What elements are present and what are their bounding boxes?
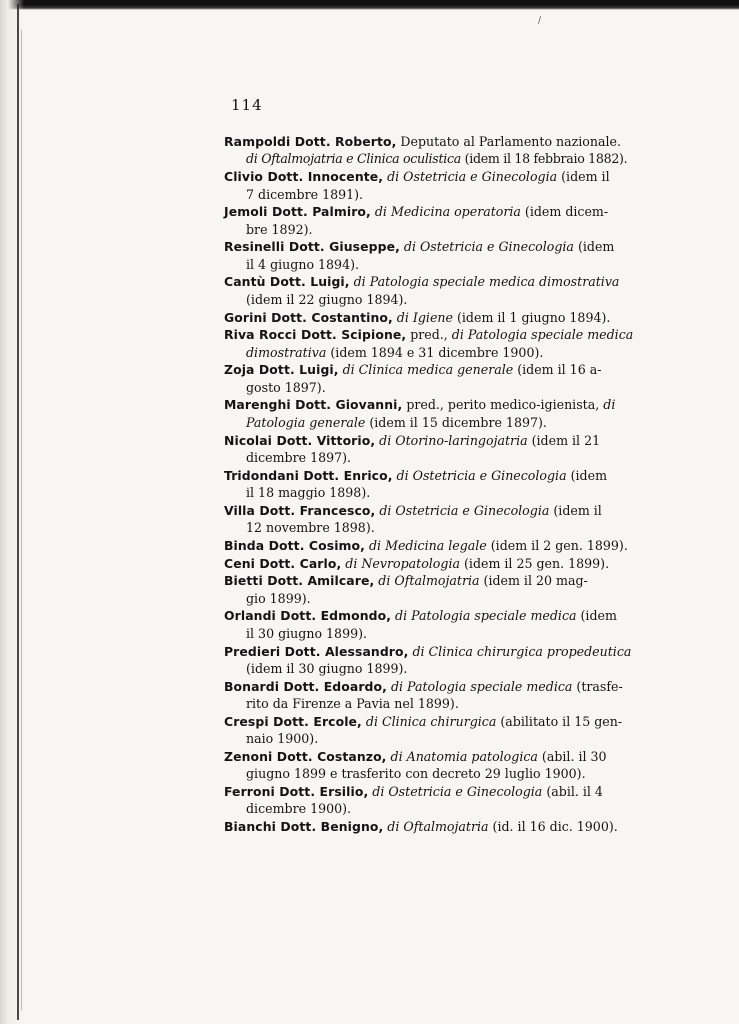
subject-text: di Oftalmojatria [383,819,489,835]
person-name: Ceni Dott. Carlo, [224,555,342,571]
subject-text: di Clinica medica generale [338,362,514,378]
detail-text: (abilitato il 15 gen- [496,713,623,729]
entry-first-line [224,467,639,484]
detail-text: (idem dicem- [520,204,609,220]
entry-first-line [224,748,639,765]
detail-text: (idem il 18 febbraio 1882). [460,151,628,167]
person-name: Tridondani Dott. Enrico, [224,467,393,483]
person-name: Bietti Dott. Amilcare, [224,573,375,589]
title-text: Deputato al Parlamento nazionale. [396,134,621,149]
detail-text: (idem il [549,502,602,518]
list-item [224,273,639,308]
binding-line [17,4,19,1020]
detail-text: il 4 giugno 1894). [246,256,359,272]
person-name: Marenghi Dott. Giovanni, [224,397,403,413]
subject-text: di Ostetricia e Ginecologia [399,239,574,255]
subject-text: di Ostetricia e Ginecologia [368,783,543,799]
entry-continuation-line [224,379,639,396]
entry-first-line [224,309,639,326]
entry-first-line [224,203,639,220]
detail-text: il 30 giugno 1899). [246,625,368,641]
entry-first-line [224,502,639,519]
subject-text: di Ostetricia e Ginecologia [375,502,550,518]
subject-text: di Nevropatologia [341,555,460,571]
entry-continuation-line [224,800,639,817]
entry-first-line [224,238,639,255]
entry-first-line [224,713,639,730]
detail-text: naio 1900). [246,731,319,747]
list-item [224,572,639,607]
detail-text: (abil. il 4 [542,783,603,799]
title-text: pred., perito medico-igienista, [402,397,604,413]
detail-text: 12 novembre 1898). [246,520,375,536]
person-name: Villa Dott. Francesco, [224,502,376,518]
list-item [224,467,639,502]
entry-continuation-line [224,590,639,607]
list-item [224,432,639,467]
list-item [224,168,639,203]
entry-continuation-line [224,625,639,642]
detail-text: (idem il 30 giugno 1899). [246,660,408,676]
binding-shadow-line [21,30,22,1010]
list-item [224,555,639,572]
detail-text: (idem il 2 gen. 1899). [486,537,628,553]
entry-continuation-line [224,150,639,167]
person-name: Riva Rocci Dott. Scipione, [224,327,407,343]
subject-text: di Medicina operatoria [370,204,521,220]
detail-text: (idem il 20 mag- [479,573,588,589]
entry-first-line [224,537,639,554]
subject-text: di Patologia speciale medica [386,678,573,694]
entry-continuation-line [224,695,639,712]
person-name: Jemoli Dott. Palmiro, [224,204,371,220]
detail-text: gosto 1897). [246,379,326,395]
person-name: Rampoldi Dott. Roberto, [224,134,397,149]
subject-text: di Patologia speciale medica dimostrativa [349,274,620,290]
list-item [224,133,639,168]
subject-text: di [603,397,616,413]
entry-continuation-line [224,660,639,677]
subject-text: di Ostetricia e Ginecologia [383,169,558,185]
person-name: Binda Dott. Cosimo, [224,537,365,553]
detail-text: (idem il 25 gen. 1899). [460,555,610,571]
detail-text: bre 1892). [246,221,313,237]
entry-first-line [224,326,639,343]
detail-text: (idem il 15 dicembre 1897). [365,414,547,430]
detail-text: giugno 1899 e trasferito con decreto 29 luglio 1900). [246,766,586,782]
detail-text: dicembre 1900). [246,801,352,817]
entry-first-line [224,168,639,185]
list-item [224,783,639,818]
subject-text: di Oftalmojatria [374,573,480,589]
subject-text: di Otorino-laringojatria [375,432,528,448]
scan-top-border [0,0,739,10]
list-item [224,678,639,713]
entry-continuation-line [224,186,639,203]
entry-continuation-line [224,765,639,782]
list-item [224,713,639,748]
subject-text: di Clinica chirurgica [361,713,497,729]
person-name: Cantù Dott. Luigi, [224,274,350,290]
entry-continuation-line [224,414,639,431]
list-item [224,309,639,326]
entry-first-line [224,361,639,378]
entry-first-line [224,555,639,572]
title-text: pred., [406,327,452,343]
person-name: Crespi Dott. Ercole, [224,713,362,729]
subject-text: Patologia generale [246,414,366,430]
entry-continuation-line [224,256,639,273]
detail-text: (idem [576,608,617,624]
detail-text: (idem il 22 giugno 1894). [246,291,408,307]
subject-text: di Patologia speciale medica [451,327,634,343]
page-number: 114 [231,96,263,114]
subject-text: di Medicina legale [364,537,487,553]
detail-text: (idem [573,239,615,255]
subject-text: di Patologia speciale medica [391,608,577,624]
person-name: Zenoni Dott. Costanzo, [224,748,387,764]
detail-text: (idem il 16 a- [513,362,602,378]
entry-first-line [224,678,639,695]
entry-first-line [224,133,639,150]
entry-continuation-line [224,221,639,238]
list-item [224,203,639,238]
detail-text: gio 1899). [246,590,311,606]
list-item [224,607,639,642]
person-name: Bianchi Dott. Benigno, [224,819,384,835]
list-item [224,537,639,554]
detail-text: il 18 maggio 1898). [246,485,371,501]
list-item [224,326,639,361]
person-name: Nicolai Dott. Vittorio, [224,432,376,448]
subject-text: dimostrativa [246,344,327,360]
entry-first-line [224,818,639,835]
entry-continuation-line [224,730,639,747]
detail-text: rito da Firenze a Pavia nel 1899). [246,696,459,712]
entry-first-line [224,273,639,290]
entry-first-line [224,396,639,413]
entry-continuation-line [224,291,639,308]
detail-text: dicembre 1897). [246,449,352,465]
entry-continuation-line [224,449,639,466]
stray-mark: / [538,16,542,26]
detail-text: (trasfe- [572,678,623,694]
list-item [224,818,639,835]
detail-text: (idem il [557,169,610,185]
detail-text: (idem il 1 giugno 1894). [452,309,611,325]
detail-text: 7 dicembre 1891). [246,186,364,202]
detail-text: (idem il 21 [527,432,601,448]
person-name: Clivio Dott. Innocente, [224,169,384,185]
entry-continuation-line [224,484,639,501]
entry-first-line [224,607,639,624]
entry-first-line [224,432,639,449]
person-name: Zoja Dott. Luigi, [224,362,339,378]
subject-text: di Clinica chirurgica propedeutica [408,643,632,659]
person-name: Ferroni Dott. Ersilio, [224,783,369,799]
list-item [224,502,639,537]
subject-text: di Ostetricia e Ginecologia [392,467,567,483]
person-name: Orlandi Dott. Edmondo, [224,608,392,624]
list-item [224,748,639,783]
person-name: Bonardi Dott. Edoardo, [224,678,387,694]
subject-text: di Igiene [392,309,453,325]
person-name: Gorini Dott. Costantino, [224,309,393,325]
detail-text: (id. il 16 dic. 1900). [488,819,618,835]
subject-text: di Oftalmojatria e Clinica oculistica [246,151,461,167]
list-item [224,238,639,273]
entry-continuation-line [224,519,639,536]
detail-text: (abil. il 30 [537,748,607,764]
person-name: Predieri Dott. Alessandro, [224,643,409,659]
entry-first-line [224,572,639,589]
subject-text: di Anatomia patologica [386,748,538,764]
list-item [224,396,639,431]
list-item [224,361,639,396]
entry-first-line [224,783,639,800]
entry-continuation-line [224,344,639,361]
detail-text: (idem [566,467,608,483]
entry-first-line [224,643,639,660]
faculty-list [224,133,639,836]
detail-text: (idem 1894 e 31 dicembre 1900). [326,344,544,360]
list-item [224,643,639,678]
person-name: Resinelli Dott. Giuseppe, [224,239,400,255]
